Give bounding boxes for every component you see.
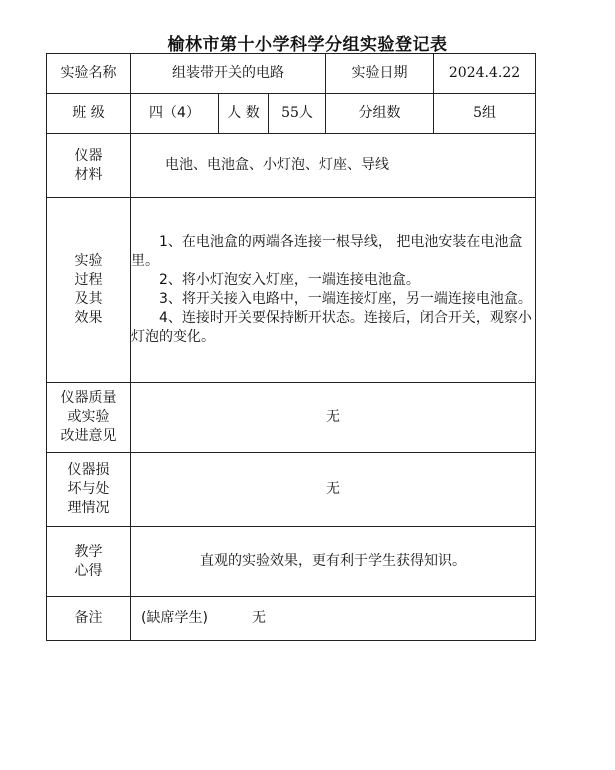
reflection-label-line1: 教学 (74, 543, 103, 560)
damage-label-line1: 仪器损 (67, 462, 110, 479)
remarks-value (131, 597, 536, 641)
damage-label-line2: 坏与处 (67, 481, 110, 498)
form-title: 榆林市第十小学科学分组实验登记表 (167, 35, 448, 55)
experiment-date-label: 实验日期 (326, 54, 434, 94)
damage-value: 无 (131, 453, 536, 527)
experiment-name-value: 组装带开关的电路 (131, 54, 326, 94)
row-quality (47, 383, 536, 453)
class-value: 四（4） (131, 94, 219, 134)
quality-value: 无 (131, 383, 536, 453)
remarks-label: 备注 (47, 597, 131, 641)
student-count-label: 人 数 (219, 94, 269, 134)
experiment-name-label: 实验名称 (47, 54, 131, 94)
process-label-line4: 效果 (74, 309, 103, 326)
row-remarks (47, 597, 536, 641)
reflection-label (47, 527, 131, 597)
registration-form-table (46, 53, 536, 641)
class-label: 班 级 (47, 94, 131, 134)
group-count-value: 5组 (434, 94, 536, 134)
process-label-line1: 实验 (74, 253, 103, 270)
equipment-label-line2: 材料 (74, 166, 103, 183)
row-process (47, 198, 536, 383)
student-count-value: 55人 (269, 94, 326, 134)
reflection-value: 直观的实验效果，更有利于学生获得知识。 (131, 527, 536, 597)
row-class-info (47, 94, 536, 134)
equipment-label (47, 134, 131, 198)
process-value (131, 198, 536, 383)
row-damage (47, 453, 536, 527)
damage-label-line3: 理情况 (67, 499, 110, 516)
process-step-4: 4、连接时开关要保持断开状态。连接后，闭合开关，观察小灯泡的变化。 (131, 309, 532, 345)
row-equipment (47, 134, 536, 198)
group-count-label: 分组数 (326, 94, 434, 134)
process-step-3: 3、将开关接入电路中，一端连接灯座，另一端连接电池盒。 (159, 291, 532, 307)
process-label-line2: 过程 (74, 272, 103, 289)
experiment-date-value: 2024.4.22 (434, 54, 536, 94)
row-reflection (47, 527, 536, 597)
process-step-2: 2、将小灯泡安入灯座，一端连接电池盒。 (159, 272, 420, 289)
equipment-label-line1: 仪器 (74, 147, 103, 164)
quality-label-line2: 或实验 (67, 409, 110, 426)
quality-label (47, 383, 131, 453)
process-label-line3: 及其 (74, 291, 103, 307)
absent-students-value: 无 (251, 610, 266, 627)
quality-label-line3: 改进意见 (60, 427, 117, 444)
row-experiment-name (47, 54, 536, 94)
process-step-1: 1、在电池盒的两端各连接一根导线， 把电池安装在电池盒里。 (131, 234, 523, 270)
absent-students-label: (缺席学生) (141, 610, 208, 627)
process-label (47, 198, 131, 383)
damage-label (47, 453, 131, 527)
quality-label-line1: 仪器质量 (60, 390, 117, 407)
reflection-label-line2: 心得 (74, 562, 103, 579)
equipment-value: 电池、电池盒、小灯泡、灯座、导线 (131, 134, 536, 198)
